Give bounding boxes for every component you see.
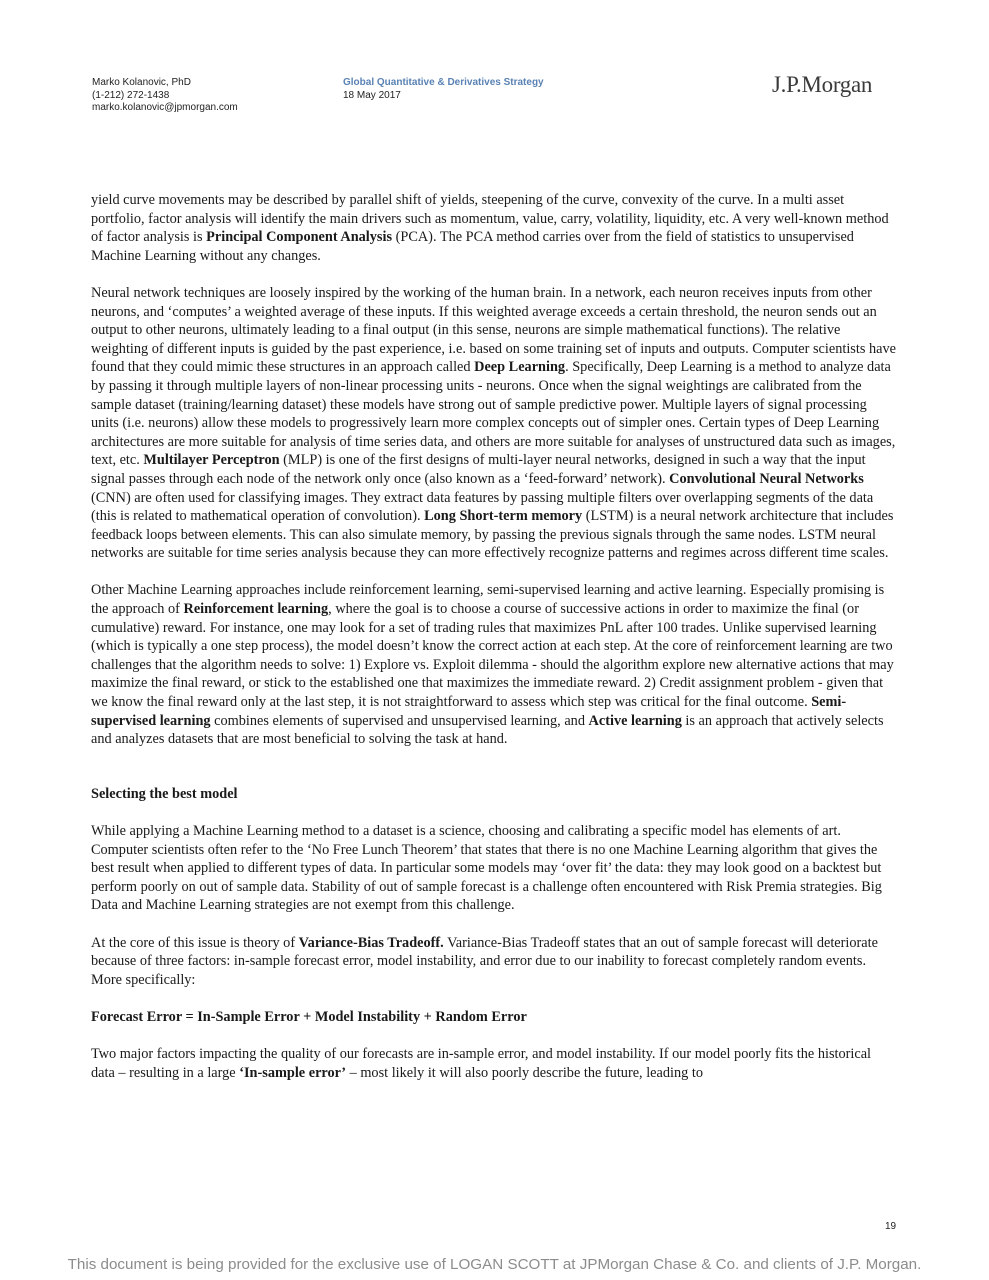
text-run: yield curve movements may be described by parallel shift of yields, steepening of the curve, convexity of the curve. In a multi asset portfolio, factor analysis will identify the main drivers such as momentum, value, carry, volatility, liquidity, etc. A very well-known method of factor analysis is xyxy=(91,192,889,246)
author-email: marko.kolanovic@jpmorgan.com xyxy=(92,102,238,113)
text-run: Two major factors impacting the quality of our forecasts are in-sample error, and model instability. If our model poorly fits the historical data – resulting in a large xyxy=(91,1046,872,1081)
text-run: , where the goal is to choose a course of successive actions in order to maximize the final (or cumulative) reward. For instance, one may look for a set of trading rules that maximizes PnL after 100 trades. Unlike supervised learning (which is typically a one step process), the model doesn’t know the correct action at each step. At the core of reinforcement learning are two challenges that the algorithm needs to solve: 1) Explore vs. Exploit dilemma - should the algorithm explore new alternative actions that may maximize the final reward, or stick to the established one that maximizes the immediate reward. 2) Credit assignment problem - given that we know the final reward only at the last step, it is not straightforward to assess which step was critical for the final outcome. xyxy=(91,601,894,711)
author-name: Marko Kolanovic, PhD xyxy=(92,77,191,88)
author-phone: (1-212) 272-1438 xyxy=(92,89,170,101)
text-run: (LSTM) is a neural network architecture that includes feedback loops between elements. This can also simulate memory, by passing the previous signals through the same nodes. LSTM neural networks are suitable for time series analysis because they can more effectively recognize patterns and regimes across different time scales. xyxy=(91,508,894,562)
term-active-learning: Active learning xyxy=(588,712,682,729)
term-lstm: Long Short-term memory xyxy=(424,508,583,525)
term-variance-bias: Variance-Bias Tradeoff. xyxy=(298,934,444,951)
paragraph-neural-networks xyxy=(91,284,897,563)
section-heading: Selecting the best model xyxy=(91,785,238,802)
report-series: Global Quantitative & Derivatives Strategy xyxy=(343,77,544,88)
text-run: – most likely it will also poorly describe the future, leading to xyxy=(346,1064,703,1081)
text-run: (CNN) are often used for classifying images. They extract data features by passing multiple filters over overlapping segments of the data (this is related to mathematical operation of convolution). xyxy=(91,489,874,525)
text-run: is an approach that actively selects and analyzes datasets that are most beneficial to solving the task at hand. xyxy=(91,712,884,748)
paragraph-other-approaches xyxy=(91,581,897,748)
text-run: combines elements of supervised and unsupervised learning, and xyxy=(210,712,589,729)
text-run: (PCA). The PCA method carries over from the field of statistics to unsupervised Machine Learning without any changes. xyxy=(91,229,854,264)
report-info xyxy=(343,76,544,102)
report-date: 18 May 2017 xyxy=(343,90,401,101)
paragraph-variance-bias xyxy=(91,934,897,990)
term-in-sample-error: ‘In-sample error’ xyxy=(239,1064,347,1081)
usage-disclaimer: This document is being provided for the exclusive use of LOGAN SCOTT at JPMorgan Chase & Co. and clients of J.P. Morgan. xyxy=(67,1256,922,1273)
paragraph-major-factors xyxy=(91,1045,897,1082)
page-number: 19 xyxy=(885,1221,897,1232)
text-run: Other Machine Learning approaches include reinforcement learning, semi-supervised learning and active learning. Especially promising is the approach of xyxy=(91,582,885,618)
forecast-error-formula: Forecast Error = In-Sample Error + Model Instability + Random Error xyxy=(91,1008,527,1025)
text-run: Neural network techniques are loosely inspired by the working of the human brain. In a network, each neuron receives inputs from other neurons, and ‘computes’ a weighted average of these inputs. If this weighted average exceeds a certain threshold, the neuron sends out an output to other neurons, ultimately leading to a final output (in this sense, neurons are simple mathematical functions). The relative weighting of different inputs is guided by the past experience, i.e. based on some training set of inputs and outputs. Computer scientists have found that they could mimic these structures in an approach called xyxy=(91,284,896,376)
author-block xyxy=(92,77,238,115)
document-body xyxy=(91,191,897,1101)
text-run: Variance-Bias Tradeoff states that an out of sample forecast will deteriorate because of three factors: in-sample forecast error, model instability, and error due to our inability to forecast completely random events. More specifically: xyxy=(91,934,878,988)
term-semi-supervised: Semi-supervised learning xyxy=(91,694,847,729)
paragraph-factor-analysis xyxy=(91,191,897,265)
text-run: At the core of this issue is theory of xyxy=(91,934,299,951)
paragraph-model-selection: While applying a Machine Learning method to a dataset is a science, choosing and calibrating a specific model has elements of art. Computer scientists often refer to the ‘No Free Lunch Theorem’ that states that there is no one Machine Learning algorithm that gives the best result when applied to different types of data. In particular some models may ‘over fit’ the data: they may look good on a backtest but perform poorly on out of sample data. Stability of out of sample forecast is a challenge often encountered with Risk Premia strategies. Big Data and Machine Learning strategies are not exempt from this challenge. xyxy=(91,823,882,914)
jpmorgan-logo: J.P.Morgan xyxy=(772,72,873,97)
term-deep-learning: Deep Learning xyxy=(474,359,566,376)
term-reinforcement-learning: Reinforcement learning xyxy=(183,601,329,618)
term-pca: Principal Component Analysis xyxy=(206,229,393,246)
term-cnn: Convolutional Neural Networks xyxy=(669,470,864,487)
text-run: . Specifically, Deep Learning is a method to analyze data by passing it through multiple layers of non-linear processing units - neurons. Once when the signal weightings are calibrated from the sample dataset (training/learning dataset) these models have strong out of sample predictive power. Multiple layers of signal processing units (i.e. neurons) allow these models to progressively learn more complex concepts out of simpler ones. Certain types of Deep Learning architectures are more suitable for analysis of time series data, and others are more suitable for analyses of unstructured data such as images, text, etc. xyxy=(91,359,896,469)
text-run: (MLP) is one of the first designs of multi-layer neural networks, designed in such a way that the input signal passes through each node of the network only once (also known as a ‘feed-forward’ network). xyxy=(91,452,866,487)
term-mlp: Multilayer Perceptron xyxy=(143,452,280,469)
